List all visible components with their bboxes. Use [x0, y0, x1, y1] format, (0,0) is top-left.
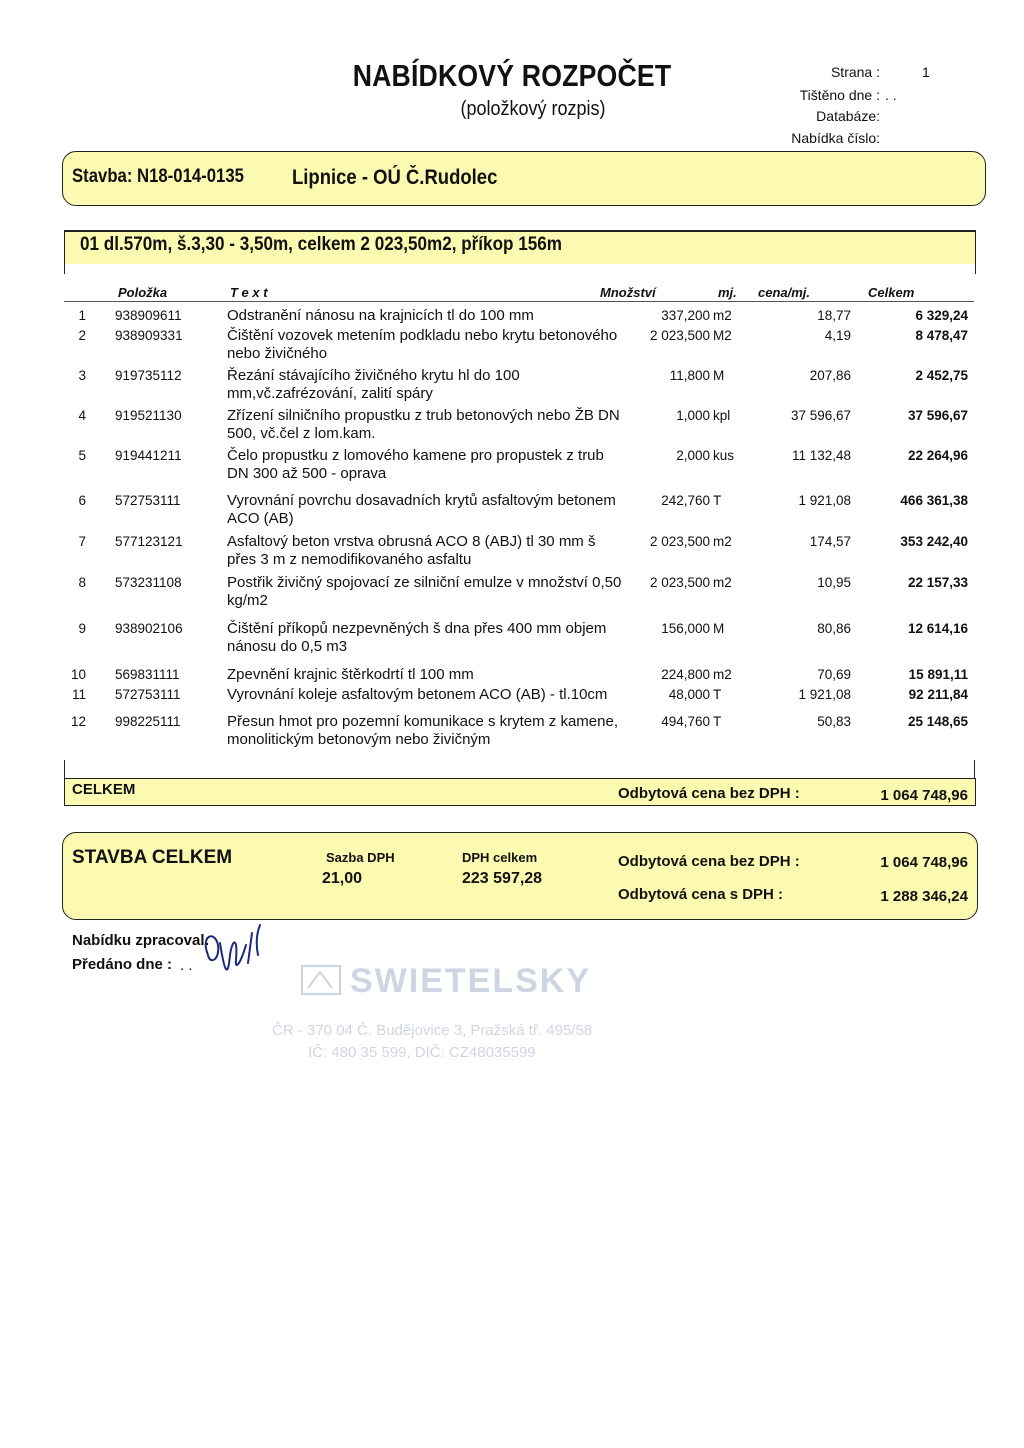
stamp-ic: IČ: 480 35 599, DIČ: CZ48035599	[308, 1044, 536, 1061]
row-number: 8	[78, 575, 86, 590]
row-unit: T	[713, 493, 722, 508]
dph-celkem-label: DPH celkem	[462, 850, 538, 865]
row-unit: m2	[713, 575, 732, 590]
row-code: 919441211	[115, 448, 182, 463]
stamp-company: SWIETELSKY	[350, 962, 592, 1000]
tisteno-label: Tištěno dne :	[799, 87, 880, 103]
predano-value: . .	[180, 957, 193, 974]
row-quantity: 1,000	[676, 408, 710, 423]
summary-label: STAVBA CELKEM	[72, 847, 233, 868]
row-number: 3	[78, 368, 86, 383]
row-code: 919735112	[115, 368, 182, 383]
section-total-price-label: Odbytová cena bez DPH :	[618, 785, 800, 802]
row-unit: M2	[713, 328, 732, 343]
row-total: 8 478,47	[915, 328, 968, 343]
row-quantity: 156,000	[661, 621, 710, 636]
row-text: Vyrovnání povrchu dosavadních krytů asfaltovým betonem ACO (AB)	[227, 492, 616, 527]
row-quantity: 2 023,500	[649, 575, 710, 590]
row-code: 938909611	[115, 308, 182, 323]
row-text: Řezání stávajícího živičného krytu hl do 100 mm,vč.zafrézování, zalití spáry	[227, 367, 520, 402]
col-header-mj: mj.	[718, 285, 737, 300]
dph-celkem-value: 223 597,28	[462, 870, 543, 887]
sazba-dph-label: Sazba DPH	[326, 850, 395, 865]
nabidka-cislo-label: Nabídka číslo:	[791, 130, 880, 146]
row-unit-price: 18,77	[817, 308, 851, 323]
sazba-dph-value: 21,00	[322, 870, 363, 887]
cena-bez-dph-label: Odbytová cena bez DPH :	[618, 853, 800, 870]
cena-s-dph-value: 1 288 346,24	[880, 888, 968, 905]
zpracoval-label: Nabídku zpracoval:	[72, 932, 210, 949]
row-total: 353 242,40	[900, 534, 968, 549]
frame-line	[64, 760, 65, 778]
row-total: 37 596,67	[907, 408, 968, 423]
row-text: Přesun hmot pro pozemní komunikace s krytem z kamene, monolitickým betonovým nebo živičným	[227, 713, 618, 748]
row-quantity: 337,200	[661, 308, 710, 323]
row-total: 12 614,16	[907, 621, 968, 636]
row-code: 572753111	[115, 687, 181, 702]
row-text: Zpevnění krajnic štěrkodrtí tl 100 mm	[227, 666, 474, 683]
row-total: 22 157,33	[907, 575, 968, 590]
col-header-mnozstvi: Množství	[600, 285, 656, 300]
row-quantity: 48,000	[668, 687, 710, 702]
row-unit-price: 37 596,67	[790, 408, 851, 423]
cena-s-dph-label: Odbytová cena s DPH :	[618, 886, 784, 903]
tisteno-value: . .	[885, 87, 897, 103]
row-unit: m2	[713, 534, 732, 549]
row-unit-price: 80,86	[817, 621, 851, 636]
row-quantity: 11,800	[669, 368, 710, 383]
row-number: 12	[70, 714, 86, 729]
databaze-label: Databáze:	[816, 108, 880, 124]
row-unit-price: 1 921,08	[798, 493, 851, 508]
col-header-celkem: Celkem	[868, 285, 915, 300]
row-quantity: 2,000	[676, 448, 710, 463]
row-text: Čelo propustku z lomového kamene pro propustek z trub DN 300 až 500 - oprava	[227, 447, 604, 482]
row-text: Vyrovnání koleje asfaltovým betonem ACO (AB) - tl.10cm	[227, 686, 608, 703]
header-divider	[64, 301, 974, 302]
company-stamp	[300, 962, 342, 1003]
section-total-box	[64, 778, 976, 806]
row-total: 25 148,65	[907, 714, 968, 729]
row-number: 9	[78, 621, 86, 636]
row-code: 998225111	[115, 714, 181, 729]
row-unit-price: 207,86	[809, 368, 851, 383]
cena-bez-dph-value: 1 064 748,96	[880, 854, 968, 871]
row-unit-price: 1 921,08	[798, 687, 851, 702]
row-unit-price: 50,83	[817, 714, 851, 729]
row-number: 6	[78, 493, 86, 508]
company-logo-icon	[300, 962, 342, 998]
row-number: 1	[78, 308, 86, 323]
row-total: 22 264,96	[907, 448, 968, 463]
frame-line	[974, 760, 975, 778]
section-title: 01 dl.570m, š.3,30 - 3,50m, celkem 2 023,50m2, příkop 156m	[80, 234, 562, 255]
row-quantity: 2 023,500	[649, 328, 710, 343]
document-title: NABÍDKOVÝ ROZPOČET	[352, 58, 672, 93]
row-total: 6 329,24	[915, 308, 968, 323]
row-unit: M	[713, 621, 725, 636]
row-number: 4	[78, 408, 86, 423]
row-total: 2 452,75	[915, 368, 968, 383]
row-text: Odstranění nánosu na krajnicích tl do 100 mm	[227, 307, 534, 324]
row-number: 2	[78, 328, 86, 343]
row-total: 92 211,84	[908, 687, 968, 702]
row-unit: m2	[713, 308, 732, 323]
row-code: 938902106	[115, 621, 183, 636]
row-number: 10	[70, 667, 86, 682]
col-header-polozka: Položka	[118, 285, 168, 300]
row-unit: T	[713, 687, 722, 702]
row-number: 11	[71, 687, 86, 702]
row-text: Čištění příkopů nezpevněných š dna přes 400 mm objem nánosu do 0,5 m3	[227, 620, 607, 655]
predano-label: Předáno dne :	[72, 956, 173, 973]
row-quantity: 224,800	[661, 667, 710, 682]
row-code: 569831111	[115, 667, 180, 682]
strana-value: 1	[922, 64, 930, 80]
row-total: 466 361,38	[900, 493, 968, 508]
row-number: 5	[78, 448, 86, 463]
row-unit-price: 70,69	[817, 667, 851, 682]
section-frame	[64, 262, 976, 274]
col-header-text: T e x t	[230, 285, 268, 300]
row-code: 572753111	[115, 493, 181, 508]
row-text: Asfaltový beton vrstva obrusná ACO 8 (ABJ) tl 30 mm š přes 3 m z nemodifikovaného asfaltu	[227, 533, 596, 568]
row-code: 577123121	[115, 534, 183, 549]
row-code: 919521130	[115, 408, 182, 423]
row-quantity: 2 023,500	[649, 534, 710, 549]
stamp-address: ČR - 370 04 Č. Budějovice 3, Pražská tř. 495/58	[272, 1022, 593, 1039]
row-unit-price: 10,95	[817, 575, 851, 590]
row-code: 573231108	[115, 575, 182, 590]
section-total-label: CELKEM	[72, 781, 136, 798]
row-total: 15 891,11	[908, 667, 968, 682]
row-unit: M	[713, 368, 725, 383]
row-quantity: 242,760	[661, 493, 710, 508]
row-code: 938909331	[115, 328, 183, 343]
row-unit-price: 174,57	[809, 534, 851, 549]
row-unit: kpl	[713, 408, 731, 423]
row-text: Postřik živičný spojovací ze silniční emulze v množství 0,50 kg/m2	[227, 574, 622, 609]
row-unit-price: 4,19	[824, 328, 851, 343]
document-subtitle: (položkový rozpis)	[460, 98, 606, 120]
row-unit: m2	[713, 667, 732, 682]
row-quantity: 494,760	[661, 714, 710, 729]
col-header-cena: cena/mj.	[758, 285, 811, 300]
row-unit: T	[713, 714, 722, 729]
row-number: 7	[78, 534, 86, 549]
stavba-code: Stavba: N18-014-0135	[72, 166, 244, 187]
row-unit-price: 11 132,48	[791, 448, 851, 463]
strana-label: Strana :	[830, 64, 880, 80]
row-text: Čištění vozovek metením podkladu nebo krytu betonového nebo živičného	[227, 327, 618, 362]
row-text: Zřízení silničního propustku z trub betonových nebo ŽB DN 500, vč.čel z lom.kam.	[227, 407, 620, 442]
signature	[190, 915, 280, 985]
section-total-value: 1 064 748,96	[880, 787, 968, 804]
stavba-name: Lipnice - OÚ Č.Rudolec	[292, 166, 498, 189]
row-unit: kus	[713, 448, 735, 463]
